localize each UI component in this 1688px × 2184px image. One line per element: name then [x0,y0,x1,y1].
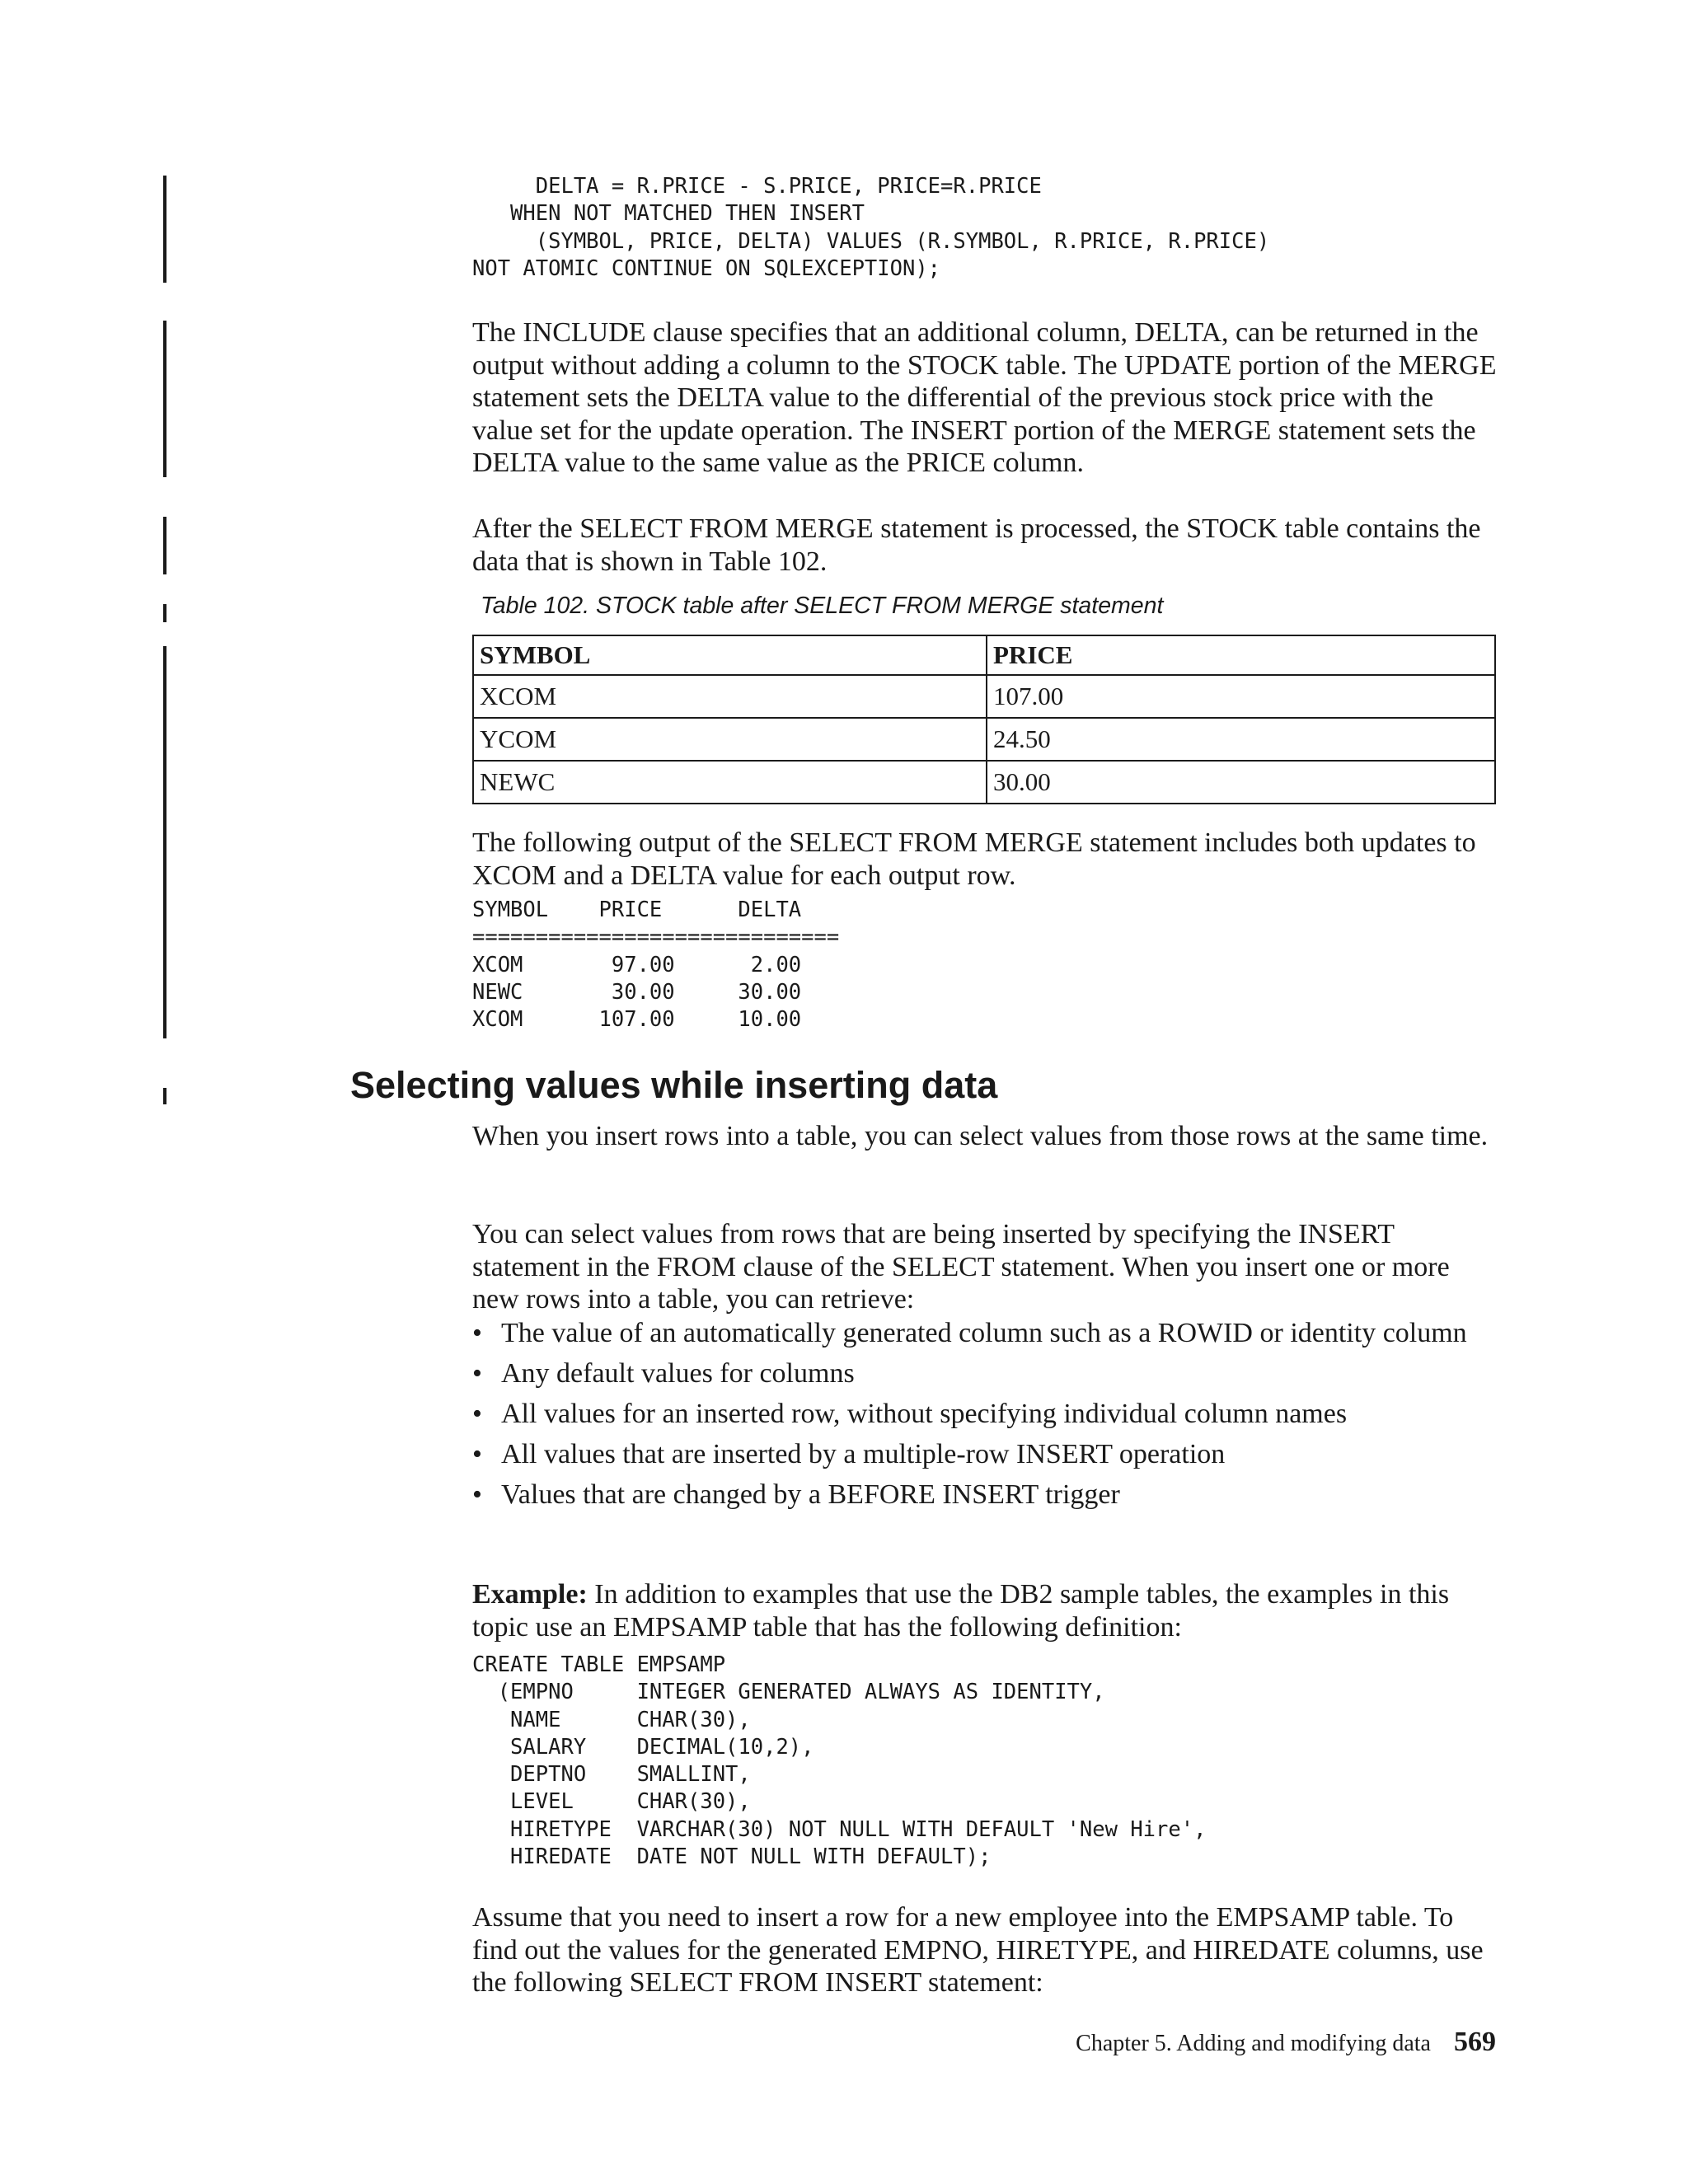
retrievable-values-list [472,1317,1498,1519]
cell-price: 24.50 [987,718,1495,761]
change-bar [163,517,166,574]
paragraph-select-from-insert: You can select values from rows that are being inserted by specifying the INSERT statement in the FROM clause of the SELECT statement. When you insert one or more new rows into a table, you can retrieve: [472,1219,1450,1315]
list-item-text: All values for an inserted row, without specifying individual column names [501,1399,1348,1429]
table-row [473,761,1495,804]
code-block-create-table: CREATE TABLE EMPSAMP (EMPNO INTEGER GENERATED ALWAYS AS IDENTITY, NAME CHAR(30), SALARY DECIMAL(10,2), DEPTNO SMALLINT, LEVEL CHAR(30), HIRETYPE VARCHAR(30) NOT NULL WITH DEFAULT 'New Hire', HIREDATE DATE NOT NULL WITH DEFAULT); [472,1652,1207,1870]
column-header-price: PRICE [987,635,1495,675]
paragraph-after-merge: After the SELECT FROM MERGE statement is processed, the STOCK table contains the data that is shown in Table 102. [472,513,1481,577]
page-number: 569 [1454,2027,1496,2057]
change-bar [163,176,166,283]
bullet-icon: • [472,1479,482,1510]
list-item-text: All values that are inserted by a multiple-row INSERT operation [501,1439,1226,1469]
list-item-text: Values that are changed by a BEFORE INSERT trigger [501,1479,1120,1510]
column-header-symbol: SYMBOL [473,635,987,675]
paragraph-when-insert: When you insert rows into a table, you can select values from those rows at the same time. [472,1121,1489,1151]
cell-symbol: NEWC [473,761,987,804]
cell-symbol: XCOM [473,675,987,718]
cell-symbol: YCOM [473,718,987,761]
paragraph-include-clause: The INCLUDE clause specifies that an additional column, DELTA, can be returned in the output without adding a column to the STOCK table. The UPDATE portion of the MERGE statement sets the DELTA value to the differential of the previous stock price with the value set for the update operation. The INSERT portion of the MERGE statement sets the DELTA value to the same value as the PRICE column. [472,317,1497,479]
table-row [473,718,1495,761]
paragraph-following-output: The following output of the SELECT FROM MERGE statement includes both updates to XCOM and a DELTA value for each output row. [472,827,1476,891]
bullet-icon: • [472,1399,482,1429]
change-bar [163,604,166,622]
change-bar [163,321,166,477]
change-bar [163,646,166,1038]
section-heading: Selecting values while inserting data [350,1064,998,1106]
example-label: Example: [472,1579,588,1610]
list-item [472,1398,1498,1431]
table-row [473,675,1495,718]
code-block-merge-output: SYMBOL PRICE DELTA ============================= XCOM 97.00 2.00 NEWC 30.00 30.00 XCOM 107.00 10.00 [472,898,840,1033]
paragraph-assume: Assume that you need to insert a row for a new employee into the EMPSAMP table. To find out the values for the generated EMPNO, HIRETYPE, and HIREDATE columns, use the following SELECT FROM INSERT statement: [472,1902,1484,1999]
code-block-merge-tail: DELTA = R.PRICE - S.PRICE, PRICE=R.PRICE WHEN NOT MATCHED THEN INSERT (SYMBOL, PRICE, DELTA) VALUES (R.SYMBOL, R.PRICE, R.PRICE) NOT ATOMIC CONTINUE ON SQLEXCEPTION); [472,174,1270,281]
list-item [472,1357,1498,1390]
bullet-icon: • [472,1358,482,1389]
example-text: In addition to examples that use the DB2 sample tables, the examples in this topic use an EMPSAMP table that has the following definition: [472,1579,1450,1643]
bullet-icon: • [472,1318,482,1348]
list-item [472,1438,1498,1471]
cell-price: 107.00 [987,675,1495,718]
table-header-row [473,635,1495,675]
stock-table [472,635,1496,804]
paragraph-example [472,1578,1498,1643]
cell-price: 30.00 [987,761,1495,804]
footer-chapter: Chapter 5. Adding and modifying data [1076,2031,1431,2056]
bullet-icon: • [472,1439,482,1469]
table-caption: Table 102. STOCK table after SELECT FROM MERGE statement [481,593,1164,619]
list-item-text: Any default values for columns [501,1358,855,1389]
list-item-text: The value of an automatically generated column such as a ROWID or identity column [501,1318,1467,1348]
list-item [472,1317,1498,1350]
change-bar [163,1088,166,1104]
list-item [472,1479,1498,1511]
page-footer [1076,2026,1496,2060]
